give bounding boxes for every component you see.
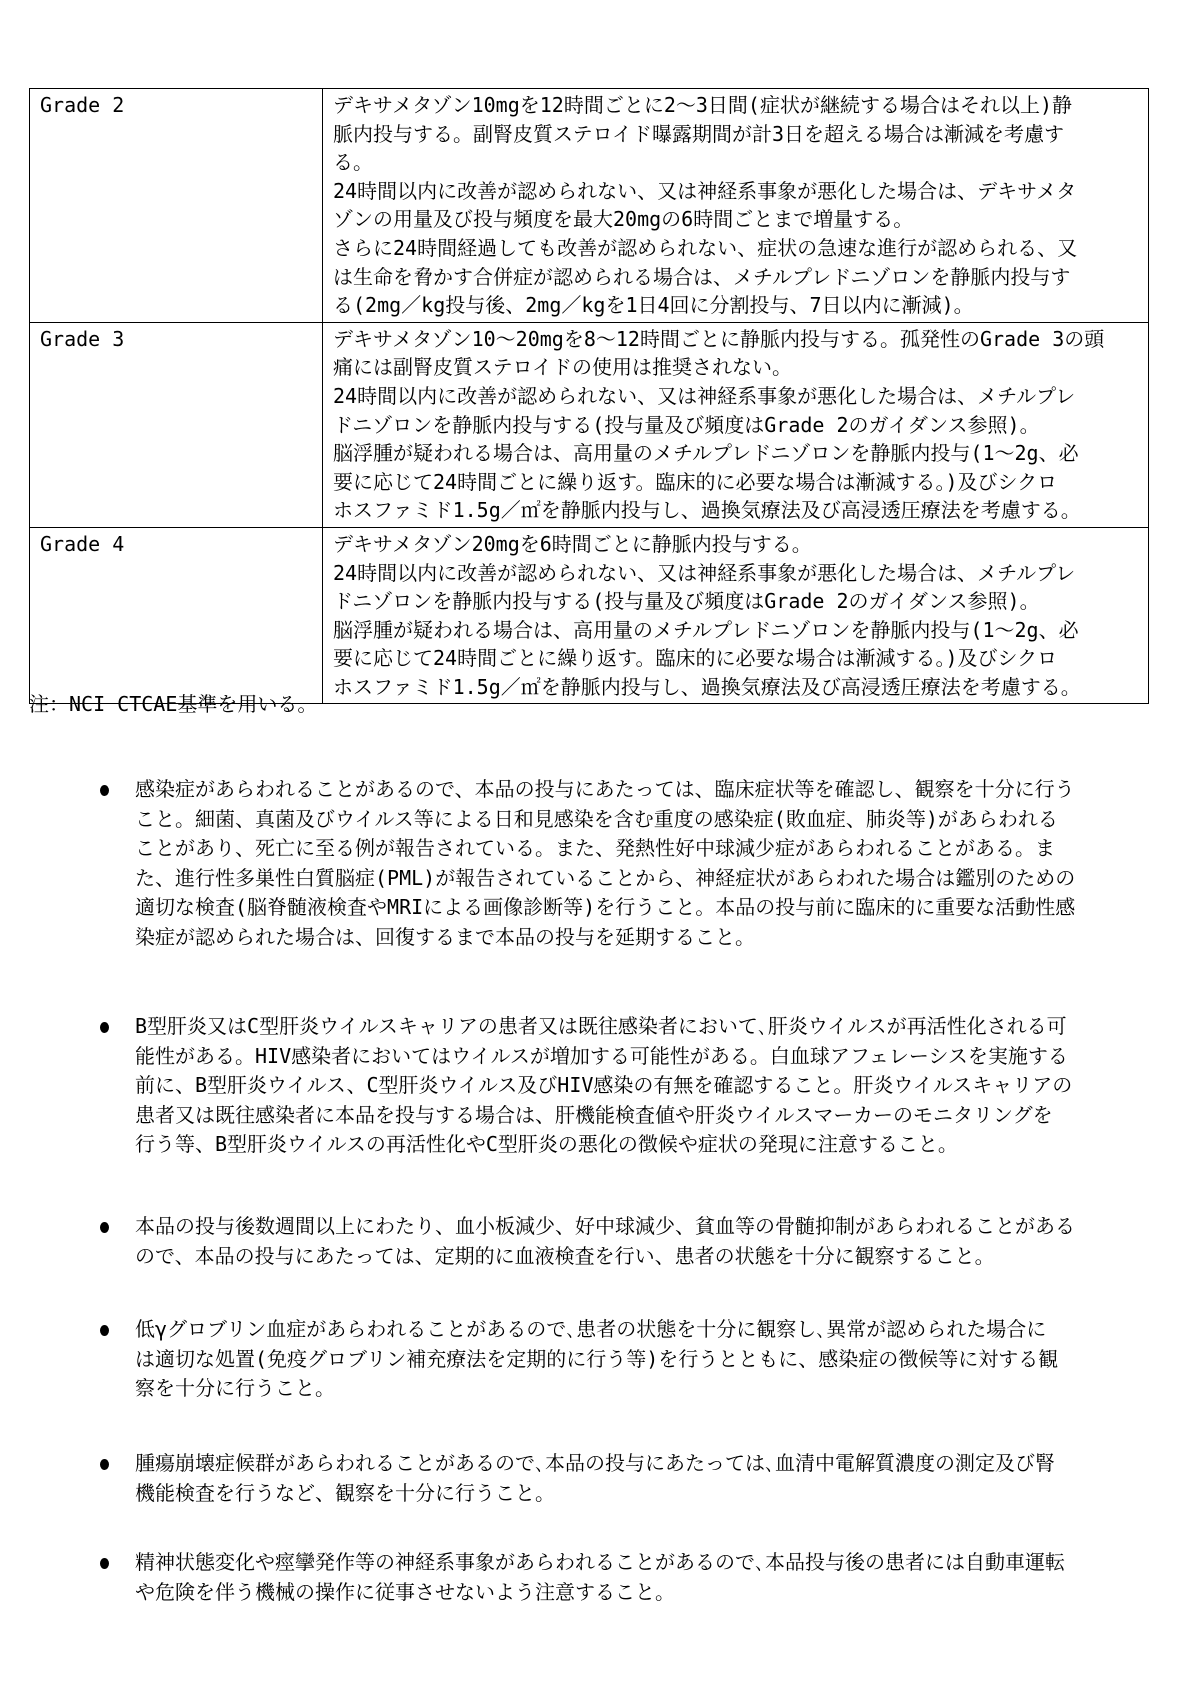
list-item-text — [135, 1449, 1150, 1508]
treatment-line: デキサメタゾン20mgを6時間ごとに静脈内投与する。 — [333, 531, 812, 556]
list-item-line: 染症が認められた場合は、回復するまで本品の投与を延期すること。 — [135, 924, 755, 949]
list-item-line: 適切な検査(脳脊髄液検査やMRIによる画像診断等)を行うこと。本品の投与前に臨床的に重要な活動性感 — [135, 895, 1076, 919]
table-row — [30, 322, 1149, 527]
list-item-line: 腫瘍崩壊症候群があらわれることがあるので､本品の投与にあたっては､血清中電解質濃度の測定及び腎 — [135, 1451, 1055, 1475]
list-item-line: 患者又は既往感染者に本品を投与する場合は、肝機能検査値や肝炎ウイルスマーカーのモニタリングを — [135, 1102, 1053, 1127]
grade-label: Grade 2 — [40, 93, 125, 117]
treatment-cell — [323, 89, 1149, 323]
list-item-line: 行う等、B型肝炎ウイルスの再活性化やC型肝炎の悪化の徴候や症状の発現に注意すること。 — [135, 1132, 958, 1156]
treatment-line: 痛には副腎皮質ステロイドの使用は推奨されない。 — [333, 355, 792, 380]
grade-label: Grade 4 — [40, 531, 125, 556]
treatment-line: 24時間以内に改善が認められない、又は神経系事象が悪化した場合は、メチルプレ — [333, 560, 1076, 585]
treatment-cell — [323, 527, 1149, 704]
list-item-line: ことがあり、死亡に至る例が報告されている。また、発熱性好中球減少症があらわれることがある。ま — [135, 836, 1055, 860]
treatment-line: 要に応じて24時間ごとに繰り返す。臨床的に必要な場合は漸減する。)及びシクロ — [333, 469, 1058, 494]
list-item-line: こと。細菌、真菌及びウイルス等による日和見感染を含む重度の感染症(敗血症、肺炎等)があらわれる — [135, 806, 1058, 831]
treatment-line: る(2mg／kg投与後、2mg／kgを1日4回に分割投与、7日以内に漸減)。 — [333, 293, 974, 318]
treatment-line: 脈内投与する。副腎皮質ステロイド曝露期間が計3日を超える場合は漸減を考慮す — [333, 121, 1065, 146]
list-item-line: ので、本品の投与にあたっては、定期的に血液検査を行い、患者の状態を十分に観察すること。 — [135, 1243, 995, 1268]
bullet-icon — [100, 1325, 109, 1336]
treatment-line: ドニゾロンを静脈内投与する(投与量及び頻度はGrade 2のガイダンス参照)。 — [333, 412, 1040, 437]
list-item-line: 察を十分に行うこと。 — [135, 1376, 335, 1400]
list-item-text — [135, 1212, 1150, 1271]
treatment-cell — [323, 322, 1149, 527]
list-item-text — [135, 1548, 1150, 1607]
list-item-line: は適切な処置(免疫グロブリン補充療法を定期的に行う等)を行うとともに、感染症の徴候等に対する観 — [135, 1346, 1059, 1371]
treatment-line: ドニゾロンを静脈内投与する(投与量及び頻度はGrade 2のガイダンス参照)。 — [333, 589, 1040, 614]
list-item-line: た、進行性多巣性白質脳症(PML)が報告されていることから、神経症状があらわれた場合は鑑別のための — [135, 865, 1076, 890]
list-item — [100, 1315, 1150, 1404]
list-item-line: 精神状態変化や痙攣発作等の神経系事象があらわれることがあるので､本品投与後の患者には自動車運転 — [135, 1550, 1065, 1574]
grade-label: Grade 3 — [40, 326, 125, 351]
treatment-line: は生命を脅かす合併症が認められる場合は、メチルプレドニゾロンを静脈内投与す — [333, 264, 1071, 289]
treatment-line: 24時間以内に改善が認められない、又は神経系事象が悪化した場合は、デキサメタ — [333, 178, 1077, 203]
bullet-icon — [100, 1222, 109, 1233]
list-item-line: や危険を伴う機械の操作に従事させないよう注意すること。 — [135, 1579, 675, 1604]
list-item-line: 感染症があらわれることがあるので、本品の投与にあたっては、臨床症状等を確認し、観察を十分に行う — [135, 777, 1075, 801]
list-item-text — [135, 1012, 1150, 1160]
treatment-line: ホスファミド1.5g／㎡を静脈内投与し、過換気療法及び高浸透圧療法を考慮する。 — [333, 674, 1081, 699]
treatment-line: デキサメタゾン10～20mgを8～12時間ごとに静脈内投与する。孤発性のGrade 3の頭 — [333, 326, 1105, 351]
treatment-line: る。 — [333, 150, 373, 175]
table-row — [30, 527, 1149, 704]
treatment-line: 脳浮腫が疑われる場合は、高用量のメチルプレドニゾロンを静脈内投与(1～2g、必 — [333, 441, 1079, 466]
list-item-text — [135, 775, 1150, 952]
list-item-line: 前に、B型肝炎ウイルス、C型肝炎ウイルス及びHIV感染の有無を確認すること。肝炎ウイルスキャリアの — [135, 1073, 1073, 1097]
table-row — [30, 89, 1149, 323]
list-item-line: B型肝炎又はC型肝炎ウイルスキャリアの患者又は既往感染者において､肝炎ウイルスが再活性化される可 — [135, 1014, 1067, 1038]
grade-cell — [30, 322, 323, 527]
list-item — [100, 1449, 1150, 1508]
list-item-line: 機能検査を行うなど、観察を十分に行うこと。 — [135, 1480, 555, 1505]
list-item — [100, 1012, 1150, 1160]
table-note: 注：NCI CTCAE基準を用いる。 — [29, 692, 318, 716]
list-item — [100, 775, 1150, 952]
grade-cell — [30, 89, 323, 323]
treatment-line: さらに24時間経過しても改善が認められない、症状の急速な進行が認められる、又 — [333, 235, 1078, 260]
treatment-line: 24時間以内に改善が認められない、又は神経系事象が悪化した場合は、メチルプレ — [333, 383, 1076, 408]
bullet-icon — [100, 1558, 109, 1569]
list-item-line: 低γグロブリン血症があらわれることがあるので､患者の状態を十分に観察し､異常が認められた場合に — [135, 1317, 1047, 1341]
treatment-line: 脳浮腫が疑われる場合は、高用量のメチルプレドニゾロンを静脈内投与(1～2g、必 — [333, 617, 1079, 642]
treatment-line: デキサメタゾン10mgを12時間ごとに2～3日間(症状が継続する場合はそれ以上)静 — [333, 93, 1073, 117]
grade-management-table — [29, 88, 1149, 704]
treatment-line: ゾンの用量及び投与頻度を最大20mgの6時間ごとまで増量する。 — [333, 207, 914, 232]
bullet-icon — [100, 1459, 109, 1470]
list-item-text — [135, 1315, 1150, 1404]
bullet-icon — [100, 785, 109, 796]
bullet-icon — [100, 1022, 109, 1033]
treatment-line: 要に応じて24時間ごとに繰り返す。臨床的に必要な場合は漸減する。)及びシクロ — [333, 646, 1058, 671]
list-item-line: 能性がある。HIV感染者においてはウイルスが増加する可能性がある。白血球アフェレーシスを実施する — [135, 1043, 1068, 1068]
list-item — [100, 1548, 1150, 1607]
grade-cell — [30, 527, 323, 704]
treatment-line: ホスファミド1.5g／㎡を静脈内投与し、過換気療法及び高浸透圧療法を考慮する。 — [333, 498, 1081, 523]
list-item-line: 本品の投与後数週間以上にわたり、血小板減少、好中球減少、貧血等の骨髄抑制があらわれることがある — [135, 1214, 1075, 1238]
list-item — [100, 1212, 1150, 1271]
